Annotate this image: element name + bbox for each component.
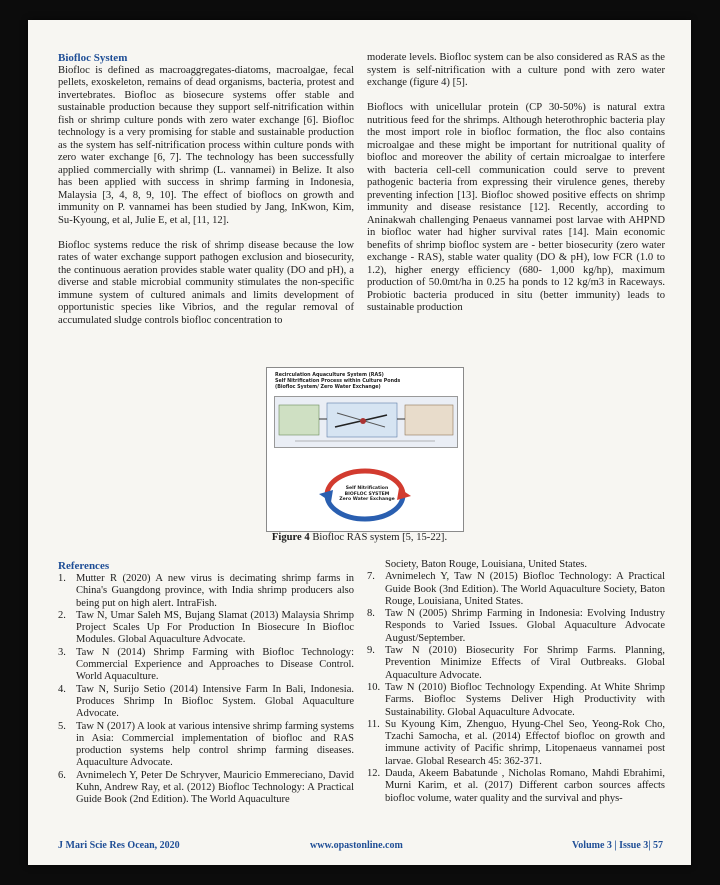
footer-website-link[interactable]: www.opastonline.com [310,840,403,851]
figure-title: Recirculation Aquaculture System (RAS) Self Nitrification Process within Culture Ponds (Biofloc System/ Zero Water Exchange) [275,373,401,390]
figure-4-image [266,367,464,532]
reference-item: 8. Taw N (2005) Shrimp Farming in Indonesia: Evolving Industry Responds to Varied Issues. Global Aquaculture Advocate August/September. [367,608,665,644]
page-footer [28,840,691,854]
right-text-column [367,52,665,327]
journal-page [28,20,691,865]
references-left-column [58,573,354,807]
paragraph: Biofloc is defined as macroaggregates-diatoms, macroalgae, fecal pellets, exoskeleton, remains of dead organisms, bacteria, protest and invertebrates. Biofloc as biosecure systems offer stable and sustainable production because they support self-nitrification within fish or shrimp culture ponds with zero water exchange [6]. Biofloc technology is a very promising for stable and sustainable production as the system has self-nitrification process within culture ponds with zero water exchange [6, 7]. The technology has been successfully applied commercially with shrimp (L. vannamei) in Belize. It also has been applied with success in shrimp farming in Indonesia, Malaysia [3, 4, 8, 9, 10]. The effect of bioflocs on growth and immunity on P. vannamei has been studied by Jang, InKwon, Kim, Su-Kyoung, et al, Julie E, et al, [11, 12]. [58,64,354,226]
references-right-column [367,559,665,805]
pond-diagram [274,396,458,448]
section-heading: Biofloc System [58,52,128,64]
reference-item: 1. Mutter R (2020) A new virus is decimating shrimp farms in China's Guangdong province, with India shrimp producers also being put on high alert. IntraFish. [58,573,354,609]
reference-item: 2. Taw N, Umar Saleh MS, Bujang Slamat (2013) Malaysia Shrimp Project Scales Up For Production In Biosecure In Biofloc Modules. Global Aquaculture Advocate. [58,609,354,646]
footer-issue: Volume 3 | Issue 3| 57 [572,840,663,851]
paragraph: Bioflocs with unicellular protein (CP 30-50%) is natural extra nutritious feed for the shrimps. Although heterothrophic bacteria play the most import role in biofloc formation, the floc also contains microalgae and these might be important for nutritional quality of biofloc and moreover the ability of certain microalgae to interfere with bacteria cell-cell communication could serve to prevent pathogenic bacteria from expressing their virulence genes, thereby preventing infection [13]. Biofloc showed positive effects on shrimp immunity and disease resistance [12]. Recently, according to Aninakwah challenging Penaeus vannamei post larvae with AHPND in biofloc water had higher survival rates [14]. Main economic benefits of shrimp biofloc system are - better biosecurity (zero water exchange - RAS), stable water quality (DO & pH), low FCR (1.0 to 1.2), higher energy efficiency (680- 1,000 kg/hp), maximum production of 50.0mt/ha in 0.25 ha ponds to 12 kg/m3 in Raceways. Probiotic bacteria produced in situ (better immunity) leads to sustainable production [367,102,665,313]
reference-item: 4. Taw N, Surijo Setio (2014) Intensive Farm In Bali, Indonesia. Produces Shrimp In Biofloc System. Global Aquaculture Advocate. [58,683,354,720]
reference-item: 11. Su Kyoung Kim, Zhenguo, Hyung-Chel Seo, Yeong-Rok Cho, Tzachi Samocha, et al. (2014) Effectof biofloc on growth and immune activity of Pacific shrimp, Litopenaeus vannamei post larvae. Global Research 45: 362-371. [367,718,665,767]
reference-item: 9. Taw N (2010) Biosecurity For Shrimp Farms. Planning, Prevention Minimize Effects of Viral Outbreaks. Global Aquaculture Advocate. [367,645,665,681]
reference-item: 7. Avnimelech Y, Taw N (2015) Biofloc Technology: A Practical Guide Book (3nd Edition). The World Aquaculture Society, Baton Rouge, Louisiana, United States. [367,571,665,607]
reference-item: 3. Taw N (2014) Shrimp Farming with Biofloc Technology: Commercial Experience and Approaches to Disease Control. World Aquaculture. [58,646,354,683]
footer-journal: J Mari Scie Res Ocean, 2020 [58,840,180,851]
reference-item: 5. Taw N (2017) A look at various intensive shrimp farming systems in Asia: Commercial implementation of biofloc and RAS production systems help control shrimp farming diseases. Aquaculture Advocate. [58,720,354,769]
cycle-label: Self Nitrification BIOFLOC SYSTEM Zero Water Exchange [339,486,395,503]
left-text-column [58,52,354,340]
references-heading: References [58,560,110,572]
reference-item: 10. Taw N (2010) Biofloc Technology Expending. At White Shrimp Farms. Biofloc Systems Deliver High Productivity with Sustainability. Global Aquaculture Advocate. [367,681,665,718]
reference-item: 6. Avnimelech Y, Peter De Schryver, Mauricio Emmereciano, David Kuhn, Andrew Ray, et al. (2012) Biofloc Technology: A Practical Guide Book (2nd Edition). The World Aquaculture [58,769,354,806]
figure-caption-text: Biofloc RAS system [5, 15-22]. [309,532,448,543]
paragraph: moderate levels. Biofloc system can be also considered as RAS as the system is self-nitrification with a culture pond with zero water exchange (figure 4) [5]. [367,52,665,88]
paragraph: Biofloc systems reduce the risk of shrimp disease because the low rates of water exchange support pathogen exclusion and biosecurity, the continuous aeration provides stable water quality (DO and pH), a diverse and stable microbial community stimulates the non-specific immune system of cultured animals and limits development of opportunistic species like Vibrios, and the regular removal of accumulated sludge controls biofloc concentration to [58,239,354,326]
figure-label: Figure 4 [271,532,310,543]
reference-continuation: Society, Baton Rouge, Louisiana, United States. [385,559,587,570]
figure-caption [28,532,691,543]
reference-item: 12. Dauda, Akeem Babatunde , Nicholas Romano, Mahdi Ebrahimi, Murni Karim, et al. (2017) Different carbon sources affects biofloc volume, water quality and the survival and phys- [367,768,665,804]
